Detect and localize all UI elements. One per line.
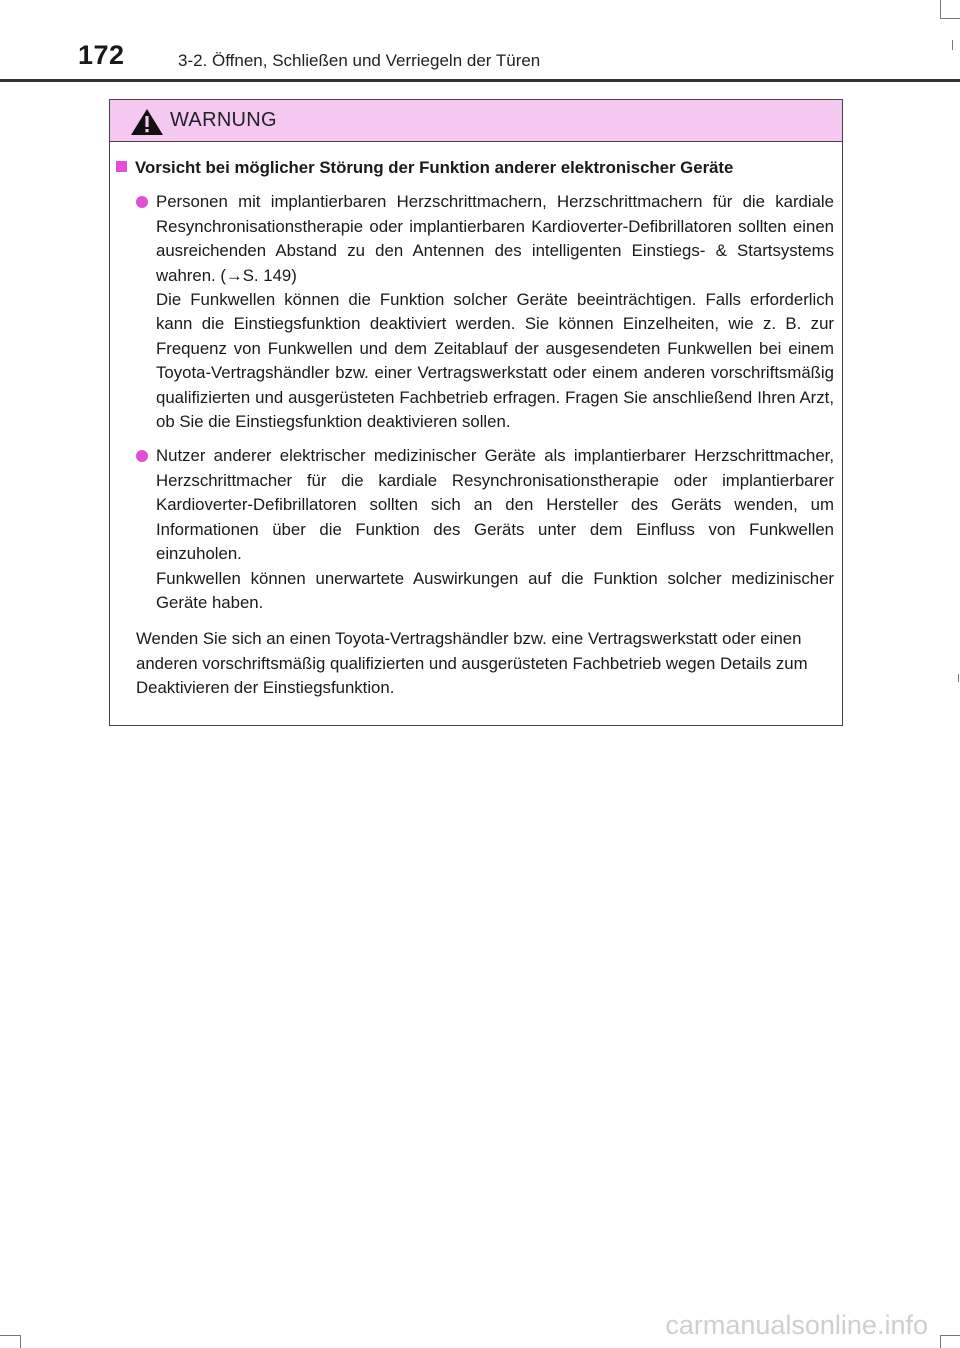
crop-mark-bottom-left xyxy=(20,1335,21,1348)
crop-mark-top-right xyxy=(940,18,960,19)
warning-body xyxy=(110,142,842,701)
list-item xyxy=(116,190,834,434)
closing-paragraph: Wenden Sie sich an einen Toyota-Vertragshändler bzw. eine Vertragswerkstatt oder einen anderen vorschriftsmäßig qualifizierten und ausgerüsteten Fachbetrieb wegen Details zum Deaktivieren der Einstiegsfunktion. xyxy=(136,629,808,698)
paragraph: Funkwellen können unerwartete Auswirkungen auf die Funktion solcher medizinischer Geräte haben. xyxy=(156,568,834,612)
crop-mark-bottom-right xyxy=(940,1335,960,1336)
list-item-text xyxy=(156,190,834,434)
crop-mark-bottom-right xyxy=(940,1335,941,1348)
svg-text:carmanualsonline.info: carmanualsonline.info xyxy=(665,1310,928,1340)
section-title: 3-2. Öffnen, Schließen und Verriegeln der Türen xyxy=(178,51,541,70)
watermark-logo xyxy=(560,1308,930,1342)
warning-triangle-icon xyxy=(130,108,164,136)
warning-header xyxy=(110,100,842,142)
warning-title: WARNUNG xyxy=(170,109,277,131)
paragraph: Nutzer anderer elektrischer medizinischer Geräte als implantierbarer Herzschrittmacher, Herzschrittmacher für die kardiale Resynchronisationstherapie oder implantierbarer Kardioverter-Defibrillatoren sollten sich an den Hersteller des Geräts wenden, um Informationen über die Funktion des Geräts unter dem Einfluss von Funkwellen einzuholen. xyxy=(156,446,834,564)
page-number: 172 xyxy=(78,40,125,70)
warning-subheading xyxy=(116,156,834,180)
square-bullet-icon xyxy=(116,161,127,172)
round-bullet-icon xyxy=(136,450,148,462)
list-item-text xyxy=(156,444,834,615)
warning-box xyxy=(109,99,843,726)
header-rule xyxy=(0,79,960,82)
crop-mark-right-mid xyxy=(958,674,959,682)
paragraph: Die Funkwellen können die Funktion solcher Geräte beeinträchtigen. Falls erforderlich kann die Einstiegsfunktion deaktiviert werden. Sie können Einzelheiten, wie z. B. zur Frequenz von Funkwellen und dem Zeitablauf der ausgesendeten Funkwellen bei einem Toyota-Vertragshändler bzw. einer Vertragswerkstatt oder einem anderen vorschriftsmäßig qualifizierten und ausgerüsteten Fachbetrieb erfragen. Fragen Sie anschließend Ihren Arzt, ob Sie die Einstiegsfunktion deaktivieren sollen. xyxy=(156,290,834,432)
crop-mark-top-right xyxy=(940,0,941,18)
warning-subheading-text: Vorsicht bei möglicher Störung der Funktion anderer elektronischer Geräte xyxy=(135,158,734,177)
round-bullet-icon xyxy=(136,196,148,208)
crop-mark-bottom-left xyxy=(0,1335,20,1336)
crop-mark-right xyxy=(952,40,953,50)
list-item xyxy=(116,444,834,615)
paragraph: Personen mit implantierbaren Herzschrittmachern, Herzschrittmachern für die kardiale Resynchronisationstherapie oder implantierbaren Kardioverter-Defibrillatoren sollten einen ausreichenden Abstand zu den Antennen des intelligenten Einstiegs- & Startsystems wahren. (→S. 149) xyxy=(156,192,834,285)
